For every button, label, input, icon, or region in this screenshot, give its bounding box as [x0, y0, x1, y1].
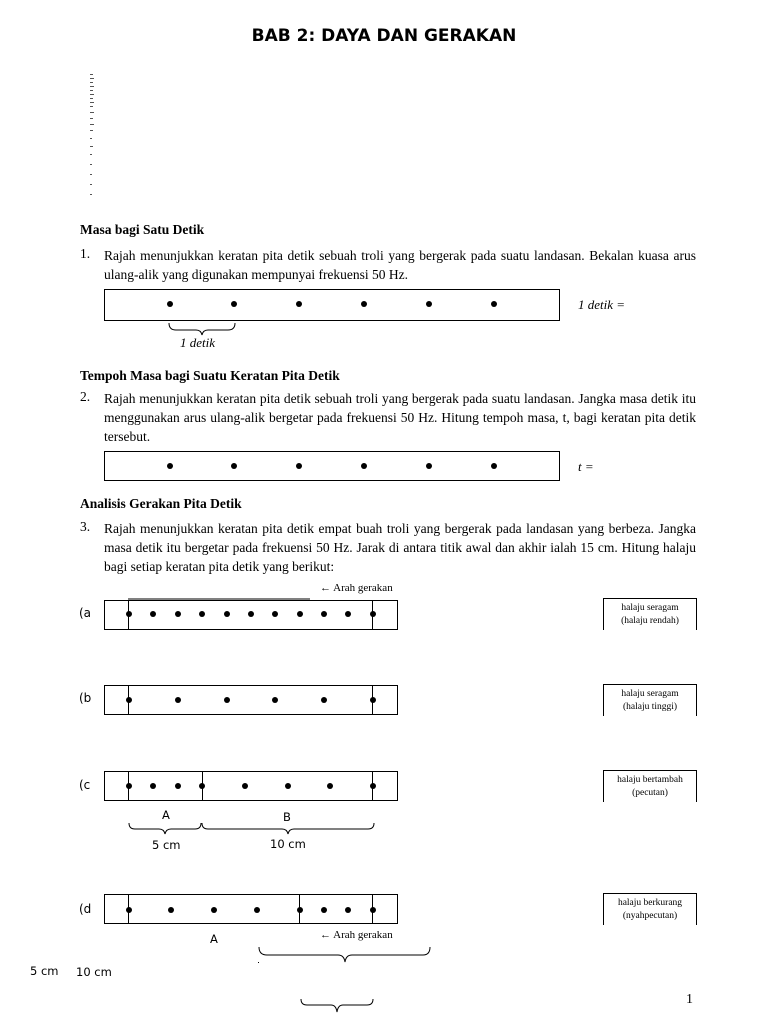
tape-dot — [296, 301, 302, 307]
page-number: 1 — [686, 992, 693, 1007]
answer-label-2: t = — [578, 459, 594, 474]
answer-box-d — [603, 893, 697, 925]
tape-dot — [167, 301, 173, 307]
brace-one-second — [168, 322, 238, 336]
answer-box-a — [603, 598, 697, 630]
answer-box-b — [603, 684, 697, 716]
section-heading-1: Masa bagi Satu Detik — [80, 222, 205, 237]
scan-artifact — [86, 74, 100, 198]
box-b-line2: (halaju tinggi) — [622, 702, 678, 712]
tape-dot — [491, 463, 497, 469]
box-a-line2: (halaju rendah) — [621, 616, 679, 626]
direction-label-d: ← Arah gerakan — [320, 929, 393, 941]
tape-label-d: (d — [79, 902, 92, 916]
section-heading-2: Tempoh Masa bagi Suatu Keratan Pita Detik — [80, 368, 340, 383]
box-d-line1: halaju berkurang — [617, 898, 683, 908]
footer-measure-a: 5 cm — [30, 964, 59, 978]
box-c-line1: halaju bertambah — [617, 775, 683, 785]
tape-label-a: (a — [79, 606, 92, 620]
segment-label-d-a: A — [210, 932, 218, 946]
measure-b: 10 cm — [270, 837, 306, 851]
answer-box-c — [603, 770, 697, 802]
tape-d-marks — [104, 894, 398, 924]
brace-bottom — [300, 998, 376, 1014]
tape-label-b: (b — [79, 691, 92, 705]
box-d-line2: (nyahpecutan) — [622, 911, 678, 921]
question-number-2: 2. — [80, 389, 91, 404]
page-title: BAB 2: DAYA DAN GERAKAN — [251, 26, 517, 46]
measure-a: 5 cm — [152, 838, 181, 852]
tape-label-c: (c — [79, 778, 91, 792]
tape-dot — [426, 463, 432, 469]
section-heading-3: Analisis Gerakan Pita Detik — [80, 496, 242, 511]
direction-label: ← Arah gerakan — [320, 582, 393, 594]
tape-dot — [491, 301, 497, 307]
tape-dot — [361, 463, 367, 469]
tape-b-marks — [104, 685, 398, 715]
question-number-1: 1. — [80, 246, 91, 261]
segment-label-b: B — [283, 810, 291, 824]
footer-measure-b: 10 cm — [76, 965, 112, 979]
question-text-3: Rajah menunjukkan keratan pita detik empat buah troli yang bergerak pada landasan yang berbeza. Jangka masa detik itu bergetar pada frekuensi 50 Hz. Jarak di antara titik awal dan akhir ialah 15 cm. Hitung halaju bagi setiap keratan pita detik yang berikut: — [104, 521, 696, 574]
tape-dot — [296, 463, 302, 469]
tape-a-marks — [104, 600, 398, 630]
box-b-line1: halaju seragam — [621, 689, 679, 699]
question-text-1: Rajah menunjukkan keratan pita detik sebuah troli yang bergerak pada suatu landasan. Bekalan kuasa arus ulang-alik yang digunakan mempunyai frekuensi 50 Hz. — [104, 248, 696, 282]
tape-dot — [231, 301, 237, 307]
box-c-line2: (pecutan) — [632, 788, 668, 798]
answer-label-1: 1 detik = — [578, 297, 626, 312]
box-a-line1: halaju seragam — [621, 603, 679, 613]
question-text-2: Rajah menunjukkan keratan pita detik sebuah troli yang bergerak pada suatu landasan. Jangka masa detik itu menggunakan arus ulang-alik bergetar pada frekuensi 50 Hz. Hitung tempoh masa, t, bagi keratan pita detik tersebut. — [104, 391, 696, 444]
tape-dot — [167, 463, 173, 469]
segment-braces-c — [128, 822, 378, 836]
tape-c-marks — [104, 771, 398, 801]
tape-dot — [361, 301, 367, 307]
brace-label: 1 detik — [180, 335, 216, 350]
question-number-3: 3. — [80, 519, 91, 534]
brace-d-large — [258, 946, 433, 964]
segment-label-a: A — [162, 808, 170, 822]
tape-dot — [231, 463, 237, 469]
tape-dot — [426, 301, 432, 307]
